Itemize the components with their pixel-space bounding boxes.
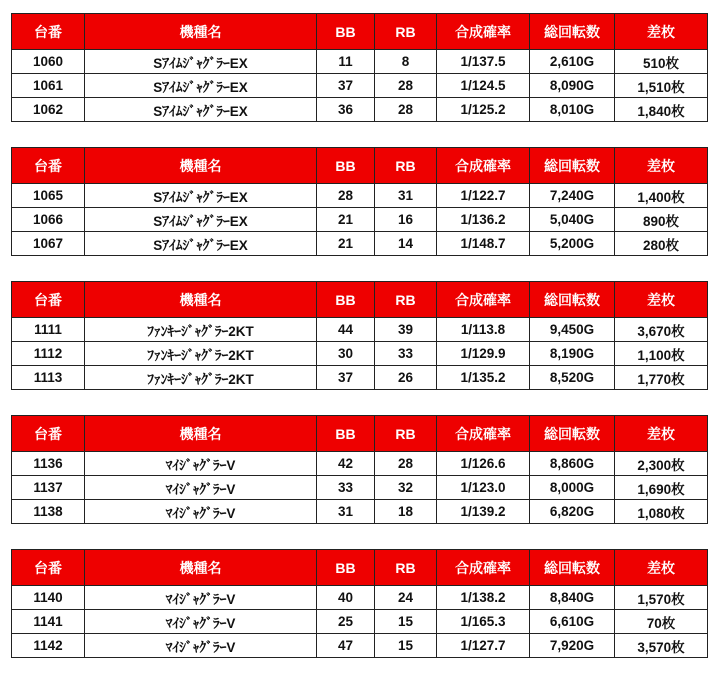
cell-combined-rate: 1/124.5 — [437, 74, 530, 98]
cell-rb: 15 — [375, 610, 437, 634]
cell-machine-name: ﾏｲｼﾞｬｸﾞﾗｰV — [85, 586, 317, 610]
table-header-row — [12, 416, 708, 452]
header-bb: BB — [317, 550, 375, 586]
header-bb: BB — [317, 14, 375, 50]
cell-rb: 26 — [375, 366, 437, 390]
cell-combined-rate: 1/137.5 — [437, 50, 530, 74]
header-rb: RB — [375, 14, 437, 50]
cell-machine-no: 1111 — [12, 318, 85, 342]
cell-total-spins: 2,610G — [530, 50, 615, 74]
cell-machine-name: ﾏｲｼﾞｬｸﾞﾗｰV — [85, 476, 317, 500]
cell-combined-rate: 1/126.6 — [437, 452, 530, 476]
cell-machine-no: 1066 — [12, 208, 85, 232]
cell-machine-no: 1141 — [12, 610, 85, 634]
cell-bb: 11 — [317, 50, 375, 74]
header-difference: 差枚 — [615, 416, 708, 452]
cell-combined-rate: 1/113.8 — [437, 318, 530, 342]
header-total-spins: 総回転数 — [530, 282, 615, 318]
cell-combined-rate: 1/135.2 — [437, 366, 530, 390]
cell-total-spins: 8,010G — [530, 98, 615, 122]
table-header-row — [12, 550, 708, 586]
cell-machine-no: 1112 — [12, 342, 85, 366]
header-machine-name: 機種名 — [85, 282, 317, 318]
cell-bb: 31 — [317, 500, 375, 524]
cell-machine-name: ﾌｧﾝｷｰｼﾞｬｸﾞﾗｰ2KT — [85, 366, 317, 390]
header-bb: BB — [317, 416, 375, 452]
cell-rb: 33 — [375, 342, 437, 366]
cell-difference: 2,300枚 — [615, 452, 708, 476]
cell-rb: 14 — [375, 232, 437, 256]
cell-total-spins: 5,200G — [530, 232, 615, 256]
cell-total-spins: 9,450G — [530, 318, 615, 342]
header-machine-no: 台番 — [12, 282, 85, 318]
cell-rb: 28 — [375, 452, 437, 476]
machine-results-table — [11, 549, 708, 658]
machine-results-table — [11, 13, 708, 122]
cell-difference: 1,770枚 — [615, 366, 708, 390]
cell-machine-name: ﾌｧﾝｷｰｼﾞｬｸﾞﾗｰ2KT — [85, 318, 317, 342]
cell-machine-no: 1137 — [12, 476, 85, 500]
cell-machine-no: 1060 — [12, 50, 85, 74]
cell-combined-rate: 1/138.2 — [437, 586, 530, 610]
header-difference: 差枚 — [615, 14, 708, 50]
cell-total-spins: 6,820G — [530, 500, 615, 524]
cell-combined-rate: 1/129.9 — [437, 342, 530, 366]
cell-bb: 21 — [317, 208, 375, 232]
machine-results-table — [11, 147, 708, 256]
cell-rb: 24 — [375, 586, 437, 610]
cell-bb: 28 — [317, 184, 375, 208]
header-difference: 差枚 — [615, 148, 708, 184]
cell-difference: 3,570枚 — [615, 634, 708, 658]
cell-combined-rate: 1/122.7 — [437, 184, 530, 208]
cell-total-spins: 8,190G — [530, 342, 615, 366]
cell-combined-rate: 1/148.7 — [437, 232, 530, 256]
cell-machine-no: 1136 — [12, 452, 85, 476]
table-row — [12, 476, 708, 500]
cell-difference: 1,080枚 — [615, 500, 708, 524]
cell-machine-name: ﾌｧﾝｷｰｼﾞｬｸﾞﾗｰ2KT — [85, 342, 317, 366]
header-combined-rate: 合成確率 — [437, 14, 530, 50]
cell-difference: 1,510枚 — [615, 74, 708, 98]
cell-rb: 18 — [375, 500, 437, 524]
table-row — [12, 232, 708, 256]
results-tables — [11, 13, 707, 683]
cell-rb: 31 — [375, 184, 437, 208]
cell-rb: 28 — [375, 74, 437, 98]
cell-bb: 33 — [317, 476, 375, 500]
cell-bb: 36 — [317, 98, 375, 122]
cell-total-spins: 5,040G — [530, 208, 615, 232]
cell-difference: 890枚 — [615, 208, 708, 232]
cell-machine-no: 1065 — [12, 184, 85, 208]
cell-total-spins: 6,610G — [530, 610, 615, 634]
cell-machine-no: 1061 — [12, 74, 85, 98]
cell-total-spins: 8,520G — [530, 366, 615, 390]
cell-machine-name: ﾏｲｼﾞｬｸﾞﾗｰV — [85, 610, 317, 634]
cell-machine-no: 1142 — [12, 634, 85, 658]
cell-difference: 1,570枚 — [615, 586, 708, 610]
table-header-row — [12, 14, 708, 50]
cell-machine-name: SｱｲﾑｼﾞｬｸﾞﾗｰEX — [85, 50, 317, 74]
cell-bb: 42 — [317, 452, 375, 476]
table-row — [12, 74, 708, 98]
cell-machine-no: 1140 — [12, 586, 85, 610]
cell-difference: 3,670枚 — [615, 318, 708, 342]
table-row — [12, 342, 708, 366]
header-bb: BB — [317, 282, 375, 318]
cell-total-spins: 8,090G — [530, 74, 615, 98]
cell-bb: 40 — [317, 586, 375, 610]
cell-difference: 1,840枚 — [615, 98, 708, 122]
cell-bb: 25 — [317, 610, 375, 634]
cell-rb: 16 — [375, 208, 437, 232]
header-rb: RB — [375, 550, 437, 586]
cell-difference: 1,400枚 — [615, 184, 708, 208]
table-row — [12, 366, 708, 390]
cell-machine-name: SｱｲﾑｼﾞｬｸﾞﾗｰEX — [85, 232, 317, 256]
table-row — [12, 208, 708, 232]
cell-combined-rate: 1/127.7 — [437, 634, 530, 658]
header-machine-name: 機種名 — [85, 148, 317, 184]
cell-combined-rate: 1/123.0 — [437, 476, 530, 500]
machine-results-table — [11, 415, 708, 524]
cell-machine-name: SｱｲﾑｼﾞｬｸﾞﾗｰEX — [85, 208, 317, 232]
header-total-spins: 総回転数 — [530, 148, 615, 184]
cell-total-spins: 8,000G — [530, 476, 615, 500]
cell-total-spins: 8,840G — [530, 586, 615, 610]
table-row — [12, 610, 708, 634]
cell-machine-no: 1062 — [12, 98, 85, 122]
cell-machine-name: SｱｲﾑｼﾞｬｸﾞﾗｰEX — [85, 184, 317, 208]
cell-machine-no: 1067 — [12, 232, 85, 256]
header-bb: BB — [317, 148, 375, 184]
cell-rb: 15 — [375, 634, 437, 658]
cell-total-spins: 7,240G — [530, 184, 615, 208]
header-difference: 差枚 — [615, 550, 708, 586]
header-machine-name: 機種名 — [85, 14, 317, 50]
cell-bb: 37 — [317, 74, 375, 98]
cell-rb: 8 — [375, 50, 437, 74]
cell-machine-name: SｱｲﾑｼﾞｬｸﾞﾗｰEX — [85, 74, 317, 98]
cell-rb: 28 — [375, 98, 437, 122]
header-combined-rate: 合成確率 — [437, 282, 530, 318]
header-machine-name: 機種名 — [85, 416, 317, 452]
cell-machine-name: ﾏｲｼﾞｬｸﾞﾗｰV — [85, 500, 317, 524]
table-row — [12, 634, 708, 658]
table-row — [12, 452, 708, 476]
header-rb: RB — [375, 416, 437, 452]
header-machine-name: 機種名 — [85, 550, 317, 586]
cell-combined-rate: 1/136.2 — [437, 208, 530, 232]
cell-difference: 70枚 — [615, 610, 708, 634]
cell-bb: 21 — [317, 232, 375, 256]
header-total-spins: 総回転数 — [530, 416, 615, 452]
table-header-row — [12, 282, 708, 318]
header-rb: RB — [375, 282, 437, 318]
cell-rb: 32 — [375, 476, 437, 500]
cell-bb: 47 — [317, 634, 375, 658]
table-row — [12, 500, 708, 524]
cell-machine-name: ﾏｲｼﾞｬｸﾞﾗｰV — [85, 452, 317, 476]
cell-bb: 44 — [317, 318, 375, 342]
header-combined-rate: 合成確率 — [437, 148, 530, 184]
cell-machine-no: 1113 — [12, 366, 85, 390]
cell-bb: 37 — [317, 366, 375, 390]
table-row — [12, 50, 708, 74]
header-machine-no: 台番 — [12, 148, 85, 184]
cell-machine-name: ﾏｲｼﾞｬｸﾞﾗｰV — [85, 634, 317, 658]
cell-combined-rate: 1/139.2 — [437, 500, 530, 524]
header-rb: RB — [375, 148, 437, 184]
cell-machine-name: SｱｲﾑｼﾞｬｸﾞﾗｰEX — [85, 98, 317, 122]
header-machine-no: 台番 — [12, 550, 85, 586]
cell-total-spins: 8,860G — [530, 452, 615, 476]
cell-difference: 1,690枚 — [615, 476, 708, 500]
header-total-spins: 総回転数 — [530, 550, 615, 586]
header-total-spins: 総回転数 — [530, 14, 615, 50]
table-header-row — [12, 148, 708, 184]
header-difference: 差枚 — [615, 282, 708, 318]
header-machine-no: 台番 — [12, 14, 85, 50]
cell-combined-rate: 1/165.3 — [437, 610, 530, 634]
cell-machine-no: 1138 — [12, 500, 85, 524]
cell-rb: 39 — [375, 318, 437, 342]
cell-combined-rate: 1/125.2 — [437, 98, 530, 122]
cell-bb: 30 — [317, 342, 375, 366]
header-combined-rate: 合成確率 — [437, 416, 530, 452]
cell-difference: 280枚 — [615, 232, 708, 256]
cell-difference: 510枚 — [615, 50, 708, 74]
cell-total-spins: 7,920G — [530, 634, 615, 658]
table-row — [12, 184, 708, 208]
table-row — [12, 318, 708, 342]
table-row — [12, 586, 708, 610]
header-combined-rate: 合成確率 — [437, 550, 530, 586]
table-row — [12, 98, 708, 122]
cell-difference: 1,100枚 — [615, 342, 708, 366]
machine-results-table — [11, 281, 708, 390]
header-machine-no: 台番 — [12, 416, 85, 452]
